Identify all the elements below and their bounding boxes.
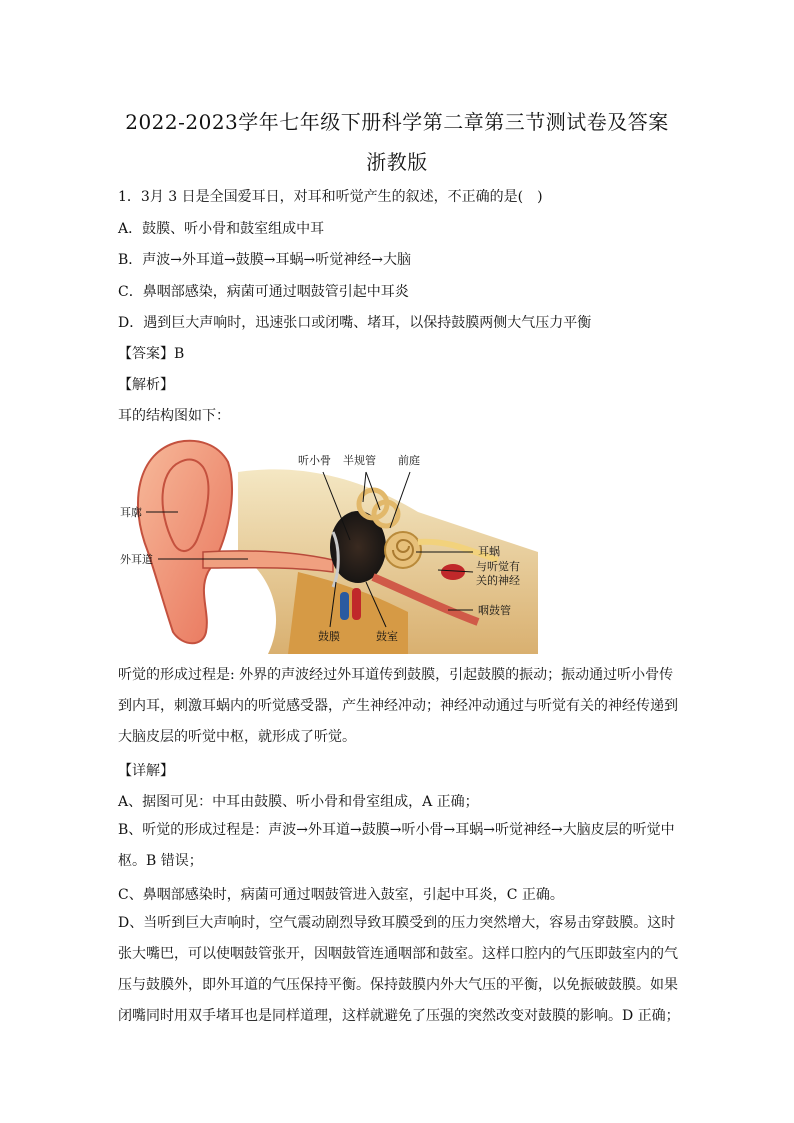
label-vestibule: 前庭 <box>398 455 420 467</box>
label-nerve-line2: 关的神经 <box>476 575 520 587</box>
label-ossicles: 听小骨 <box>298 455 331 467</box>
nerve-vessel <box>441 564 465 580</box>
option-a: A．鼓膜、听小骨和鼓室组成中耳 <box>118 221 325 237</box>
document-title: 2022-2023学年七年级下册科学第二章第三节测试卷及答案 <box>125 110 669 134</box>
pinna-shape <box>138 441 232 643</box>
cochlea-shape <box>385 532 421 568</box>
label-cochlea: 耳蜗 <box>478 546 500 558</box>
option-d: D．遇到巨大声响时，迅速张口或闭嘴、堵耳，以保持鼓膜两侧大气压力平衡 <box>118 315 592 331</box>
label-eardrum: 鼓膜 <box>318 631 340 643</box>
question-stem: 1．3月 3 日是全国爱耳日，对耳和听觉产生的叙述，不正确的是( ) <box>118 189 543 205</box>
answer-line: 【答案】B <box>118 346 185 362</box>
detail-a: A、据图可见：中耳由鼓膜、听小骨和骨室组成，A 正确； <box>118 794 479 810</box>
figure-intro: 耳的结构图如下： <box>118 408 230 424</box>
vein <box>340 592 349 620</box>
analysis-paragraph: 听觉的形成过程是: 外界的声波经过外耳道传到鼓膜，引起鼓膜的振动；振动通过听小骨传到内耳，刺激耳蜗内的听觉感受器，产生神经冲动；神经冲动通过与听觉有关的神经传递到大脑皮层的听觉中枢，就形成了听觉。 <box>118 667 678 745</box>
analysis-header: 【解析】 <box>118 377 174 393</box>
detail-c: C、鼻咽部感染时，病菌可通过咽鼓管进入鼓室，引起中耳炎，C 正确。 <box>118 887 564 903</box>
label-nerve-line1: 与听觉有 <box>476 561 520 573</box>
detail-b: B、听觉的形成过程是：声波→外耳道→鼓膜→听小骨→耳蜗→听觉神经→大脑皮层的听觉中枢。B 错误； <box>118 822 675 869</box>
label-tympanic-cavity: 鼓室 <box>376 631 398 643</box>
ear-structure-figure <box>118 432 538 654</box>
label-pinna: 耳廓 <box>120 507 142 519</box>
option-c: C．鼻咽部感染，病菌可通过咽鼓管引起中耳炎 <box>118 284 409 300</box>
detail-header: 【详解】 <box>118 763 174 779</box>
detail-d: D、当听到巨大声响时，空气震动剧烈导致耳膜受到的压力突然增大，容易击穿鼓膜。这时张大嘴巴，可以使咽鼓管张开，因咽鼓管连通咽部和鼓室。这样口腔内的气压即鼓室内的气压与鼓膜外，即外耳道的气压保持平衡。保持鼓膜内外大气压的平衡，以免振破鼓膜。如果闭嘴同时用双手堵耳也是同样道理，这样就避免了压强的突然改变对鼓膜的影响。D 正确； <box>118 915 680 1024</box>
label-eustachian-tube: 咽鼓管 <box>478 605 511 617</box>
option-b: B．声波→外耳道→鼓膜→耳蜗→听觉神经→大脑 <box>118 252 411 268</box>
label-ear-canal: 外耳道 <box>120 554 153 566</box>
artery <box>352 588 361 620</box>
label-semicircular-canals: 半规管 <box>343 455 376 467</box>
document-subtitle: 浙教版 <box>366 150 428 174</box>
